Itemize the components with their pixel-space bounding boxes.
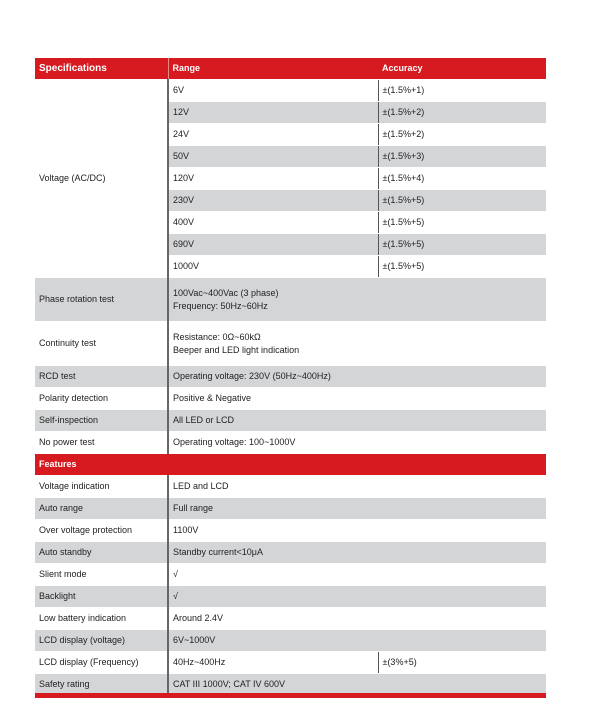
accuracy-value: ±(1.5%+4) [378,168,546,190]
spec-value-line: Frequency: 50Hz~60Hz [173,300,268,311]
table-row [35,366,546,388]
voltage-label-cell [35,80,168,278]
feature-label: Low battery indication [35,608,168,630]
table-row [35,564,546,586]
header-accuracy: Accuracy [378,58,546,80]
feature-label: Backlight [35,586,168,608]
feature-value: Standby current<10μA [168,542,546,564]
accuracy-value: ±(1.5%+2) [378,102,546,124]
range-value: 690V [168,234,378,256]
feature-label: Voltage indication [35,476,168,498]
feature-label: Slient mode [35,564,168,586]
spec-table [35,58,546,696]
spec-value-line: 100Vac~400Vac (3 phase) [173,287,279,298]
spec-value: Operating voltage: 230V (50Hz~400Hz) [168,366,546,388]
table-row [35,652,546,674]
accuracy-value: ±(1.5%+1) [378,80,546,102]
feature-value: CAT III 1000V; CAT IV 600V [168,674,546,696]
range-value: 230V [168,190,378,212]
specifications-header [35,58,546,80]
range-value: 400V [168,212,378,234]
table-row [35,520,546,542]
accuracy-value: ±(1.5%+5) [378,190,546,212]
accuracy-value: ±(1.5%+5) [378,256,546,278]
table-row [35,608,546,630]
feature-value: LED and LCD [168,476,546,498]
range-value: 120V [168,168,378,190]
feature-label: Auto standby [35,542,168,564]
spec-value-line: Resistance: 0Ω~60kΩ [173,331,261,342]
range-value: 1000V [168,256,378,278]
spec-label: RCD test [35,366,168,388]
spec-label: Self-inspection [35,410,168,432]
feature-value: Around 2.4V [168,608,546,630]
feature-label: Safety rating [35,674,168,696]
spec-value: Operating voltage: 100~1000V [168,432,546,454]
feature-label: Auto range [35,498,168,520]
feature-value: Full range [168,498,546,520]
feature-value: 1100V [168,520,546,542]
table-row [35,80,546,102]
features-title: Features [35,454,546,476]
feature-value: √ [168,586,546,608]
spec-value: Positive & Negative [168,388,546,410]
spec-value: All LED or LCD [168,410,546,432]
range-value: 50V [168,146,378,168]
spec-label: No power test [35,432,168,454]
accuracy-value: ±(1.5%+3) [378,146,546,168]
table-row [35,586,546,608]
feature-value: √ [168,564,546,586]
accuracy-value: ±(1.5%+5) [378,212,546,234]
table-row [35,498,546,520]
voltage-label: Voltage (AC/DC) [39,173,106,183]
range-value: 12V [168,102,378,124]
feature-accuracy: ±(3%+5) [378,652,546,674]
table-row [35,322,546,366]
header-specifications: Specifications [35,58,168,80]
accuracy-value: ±(1.5%+5) [378,234,546,256]
spec-label: Polarity detection [35,388,168,410]
header-range: Range [168,58,378,80]
table-row [35,388,546,410]
spec-value [168,322,546,366]
table-row [35,278,546,322]
spec-value-line: Beeper and LED light indication [173,344,300,355]
table-row [35,410,546,432]
spec-label: Continuity test [35,322,168,366]
accuracy-value: ±(1.5%+2) [378,124,546,146]
features-header [35,454,546,476]
table-row [35,630,546,652]
feature-label: Over voltage protection [35,520,168,542]
feature-label: LCD display (Frequency) [35,652,168,674]
feature-value: 40Hz~400Hz [168,652,378,674]
feature-label: LCD display (voltage) [35,630,168,652]
spec-value [168,278,546,322]
feature-value: 6V~1000V [168,630,546,652]
table-end-bar [35,693,546,698]
table-row [35,476,546,498]
table-row [35,432,546,454]
range-value: 24V [168,124,378,146]
table-row [35,542,546,564]
range-value: 6V [168,80,378,102]
spec-label: Phase rotation test [35,278,168,322]
